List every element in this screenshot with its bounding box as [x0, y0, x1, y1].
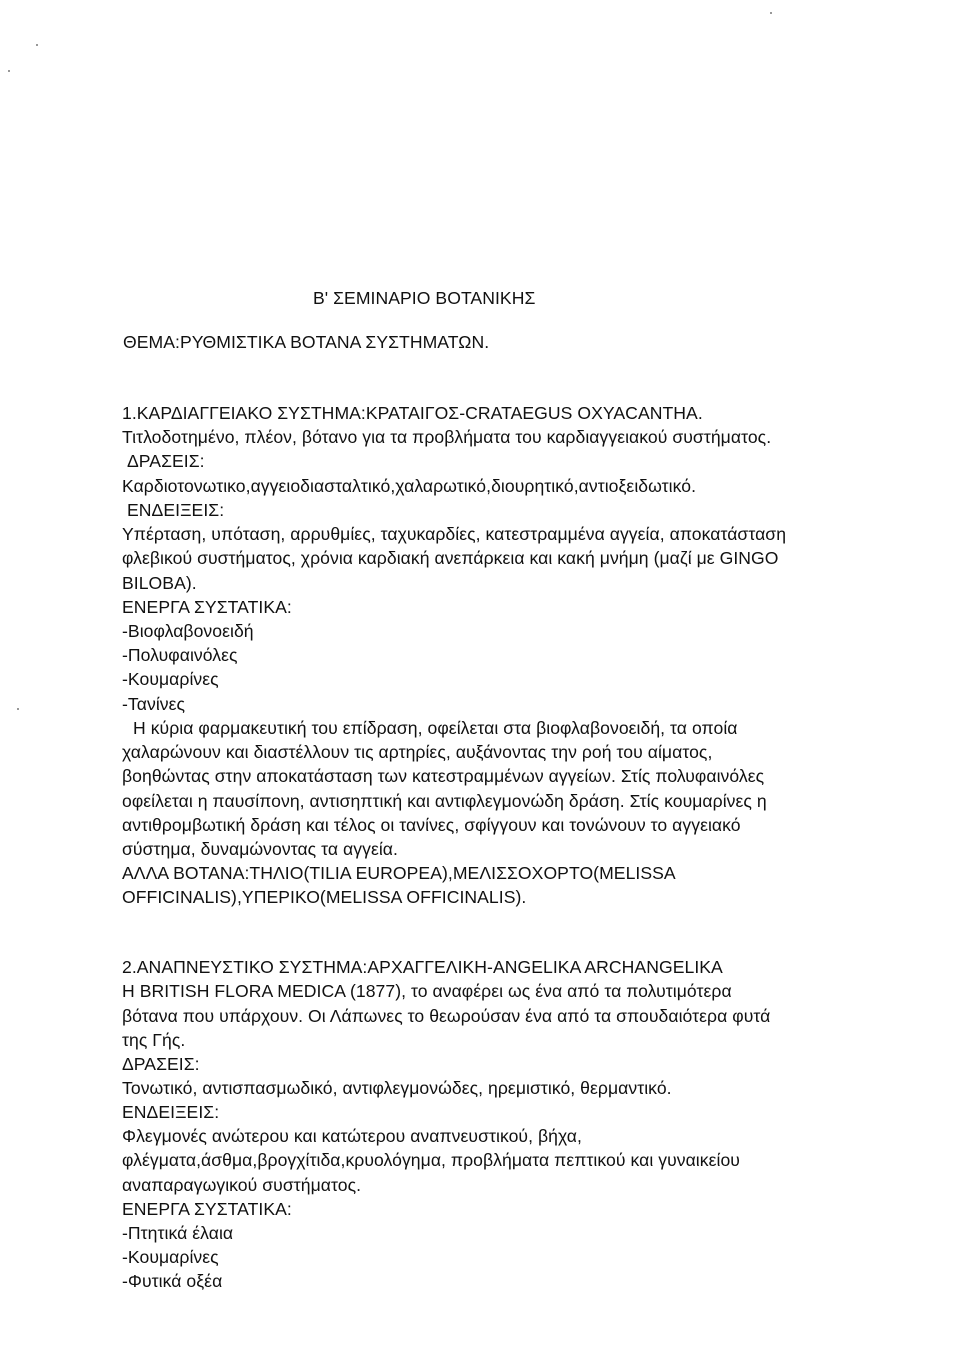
scan-speck: [36, 44, 38, 46]
section2-line: φλέγματα,άσθμα,βρογχίτιδα,κρυολόγημα, προβλήματα πεπτικού και γυναικείου: [122, 1150, 740, 1170]
scan-speck: [17, 708, 19, 710]
section1-list-item: -Τανίνες: [122, 694, 186, 714]
section2-list-item: -Πτητικά έλαια: [122, 1223, 234, 1243]
section1-paragraph-line: οφείλεται η παυσίπονη, αντισηπτική και αντιφλεγμονώδη δράση. Στίς κουμαρίνες η: [122, 791, 767, 811]
scan-speck: [8, 70, 10, 72]
section2-line: H BRITISH FLORA MEDICA (1877), το αναφέρει ως ένα από τα πολυτιμότερα: [122, 981, 732, 1001]
section1-heading: 1.ΚΑΡΔΙΑΓΓΕΙΑΚΟ ΣΥΣΤΗΜΑ:ΚΡΑΤΑΙΓΟΣ-CRATAEGUS OXYACANTHA.: [122, 403, 703, 423]
section1-list-item: -Κουμαρίνες: [122, 669, 219, 689]
section1-line: Τιτλοδοτημένο, πλέον, βότανο για τα προβλήματα του καρδιαγγειακού συστήματος.: [122, 427, 772, 447]
section1-paragraph-line: αντιθρομβωτική δράση και τέλος οι τανίνες, σφίγγουν και τονώνουν το αγγειακό: [122, 815, 741, 835]
section2-list-item: -Κουμαρίνες: [122, 1247, 219, 1267]
section1-list-item: -Βιοφλαβονοειδή: [122, 621, 254, 641]
section1-line: Υπέρταση, υπόταση, αρρυθμίες, ταχυκαρδίες, κατεστραμμένα αγγεία, αποκατάσταση: [122, 524, 787, 544]
section1-paragraph-line: Η κύρια φαρμακευτική του επίδραση, οφείλεται στα βιοφλαβονοειδή, τα οποία: [133, 718, 738, 738]
section1-actions-heading: ΔΡΑΣΕΙΣ:: [127, 451, 205, 471]
section1-other-herbs: ΑΛΛΑ ΒΟΤΑΝΑ:ΤΗΛΙΟ(TILIA EUROPEA),ΜΕΛΙΣΣΟΧΟΡΤΟ(MELISSA: [122, 863, 676, 883]
section2-line: Φλεγμονές ανώτερου και κατώτερου αναπνευστικού, βήχα,: [122, 1126, 582, 1146]
section2-line: της Γής.: [122, 1030, 186, 1050]
section2-line: βότανα που υπάρχουν. Οι Λάπωνες το θεωρούσαν ένα από τα σπουδαιότερα φυτά: [122, 1006, 771, 1026]
scan-speck: [770, 12, 772, 14]
section2-actions-heading: ΔΡΑΣΕΙΣ:: [122, 1054, 200, 1074]
section1-ingredients-heading: ΕΝΕΡΓΑ ΣΥΣΤΑΤΙΚΑ:: [122, 597, 292, 617]
section1-line: BILOBA).: [122, 573, 197, 593]
document-title: Β' ΣΕΜΙΝΑΡΙΟ ΒΟΤΑΝΙΚΗΣ: [313, 288, 536, 308]
section1-list-item: -Πολυφαινόλες: [122, 645, 238, 665]
section2-ingredients-heading: ΕΝΕΡΓΑ ΣΥΣΤΑΤΙΚΑ:: [122, 1199, 292, 1219]
section2-indications-heading: ΕΝΔΕΙΞΕΙΣ:: [122, 1102, 220, 1122]
section1-paragraph-line: χαλαρώνουν και διαστέλλουν τις αρτηρίες, αυξάνοντας την ροή του αίματος,: [122, 742, 713, 762]
section2-list-item: -Φυτικά οξέα: [122, 1271, 223, 1291]
section1-indications-heading: ΕΝΔΕΙΞΕΙΣ:: [127, 500, 225, 520]
section1-paragraph-line: σύστημα, δυναμώνοντας τα αγγεία.: [122, 839, 398, 859]
section1-line: Καρδιοτονωτικο,αγγειοδιασταλτικό,χαλαρωτικό,διουρητικό,αντιοξειδωτικό.: [122, 476, 697, 496]
section2-heading: 2.ΑΝΑΠΝΕΥΣΤΙΚΟ ΣΥΣΤΗΜΑ:ΑΡΧΑΓΓΕΛΙΚΗ-ANGELIKA ARCHANGELIKA: [122, 957, 723, 977]
section1-line: φλεβικού συστήματος, χρόνια καρδιακή ανεπάρκεια και κακή μνήμη (μαζί με GINGO: [122, 548, 779, 568]
section1-paragraph-line: βοηθώντας στην αποκατάσταση των κατεστραμμένων αγγείων. Στίς πολυφαινόλες: [122, 766, 765, 786]
document-subtitle: ΘΕΜΑ:ΡΥΘΜΙΣΤΙΚΑ ΒΟΤΑΝΑ ΣΥΣΤΗΜΑΤΩΝ.: [123, 332, 490, 352]
section2-line: Τονωτικό, αντισπασμωδικό, αντιφλεγμονώδες, ηρεμιστικό, θερμαντικό.: [122, 1078, 672, 1098]
section1-other-herbs: OFFICINALIS),ΥΠΕΡΙΚΟ(MELISSA OFFICINALIS).: [122, 887, 527, 907]
section2-line: αναπαραγωγικού συστήματος.: [122, 1175, 362, 1195]
